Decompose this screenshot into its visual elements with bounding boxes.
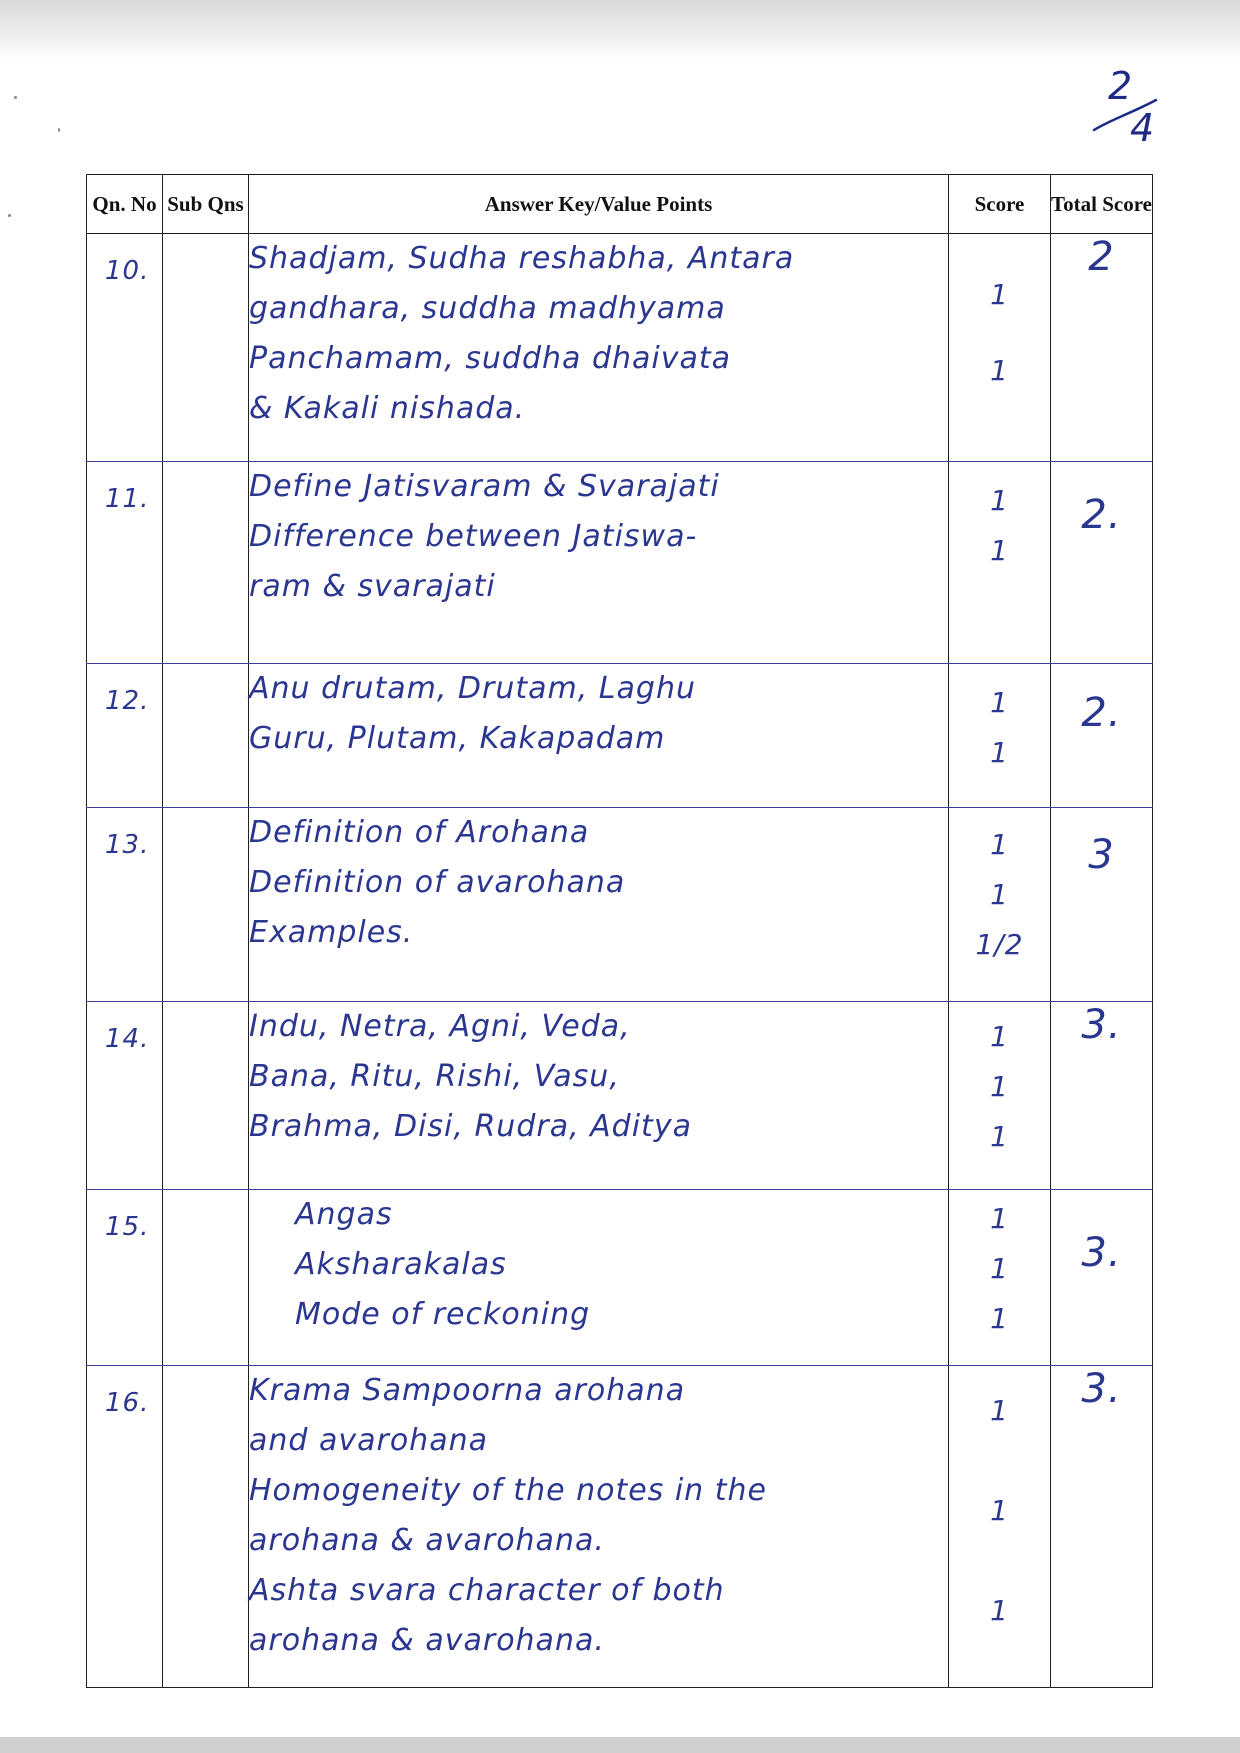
table-row (87, 1190, 1153, 1366)
score-mark: 1 (990, 1252, 1009, 1285)
sub-question-cell (163, 1190, 249, 1366)
answer-cell (249, 234, 949, 462)
answer-line: Brahma, Disi, Rudra, Aditya (249, 1109, 692, 1144)
score-mark: 1 (990, 1020, 1009, 1053)
score-mark: 1 (990, 278, 1009, 311)
page-number-denominator: 4 (1130, 106, 1155, 150)
answer-line: Ashta svara character of both (249, 1573, 725, 1608)
table-row (87, 664, 1153, 808)
score-mark: 1 (990, 828, 1009, 861)
total-score: 3. (1081, 1230, 1122, 1276)
answer-line: Guru, Plutam, Kakapadam (249, 721, 666, 756)
question-number: 10. (105, 256, 150, 286)
answer-line: Bana, Ritu, Rishi, Vasu, (249, 1059, 620, 1094)
total-score-cell (1051, 1366, 1153, 1688)
question-number-cell (87, 664, 163, 808)
table-row (87, 462, 1153, 664)
answer-cell (249, 1190, 949, 1366)
score-mark: 1 (990, 1120, 1009, 1153)
scan-speck (8, 214, 11, 217)
total-score-cell (1051, 1190, 1153, 1366)
total-score-cell (1051, 664, 1153, 808)
question-number: 13. (105, 830, 150, 860)
answer-cell (249, 1002, 949, 1190)
answer-line: Shadjam, Sudha reshabha, Antara (249, 241, 795, 276)
score-mark: 1 (990, 1394, 1009, 1427)
question-number: 11. (105, 484, 150, 514)
question-number-cell (87, 808, 163, 1002)
question-number-cell (87, 1366, 163, 1688)
total-score-cell (1051, 462, 1153, 664)
answer-line: arohana & avarohana. (249, 1523, 605, 1558)
total-score-cell (1051, 808, 1153, 1002)
total-score: 3. (1081, 1002, 1122, 1048)
question-number-cell (87, 462, 163, 664)
page-number-numerator: 2 (1108, 64, 1133, 108)
total-score: 2. (1081, 690, 1122, 736)
scan-shadow-top (0, 0, 1240, 60)
answer-line: Aksharakalas (295, 1247, 507, 1282)
question-number-cell (87, 234, 163, 462)
question-number-cell (87, 1190, 163, 1366)
score-mark: 1 (990, 1202, 1009, 1235)
answer-cell (249, 462, 949, 664)
score-mark: 1 (990, 686, 1009, 719)
sub-question-cell (163, 234, 249, 462)
table-row (87, 234, 1153, 462)
total-score-cell (1051, 234, 1153, 462)
total-score-cell (1051, 1002, 1153, 1190)
table-row (87, 1366, 1153, 1688)
sub-question-cell (163, 1002, 249, 1190)
answer-line: Define Jatisvaram & Svarajati (249, 469, 720, 504)
score-mark: 1 (990, 1494, 1009, 1527)
question-number: 15. (105, 1212, 150, 1242)
sub-question-cell (163, 1366, 249, 1688)
answer-cell (249, 808, 949, 1002)
scan-speck (14, 96, 17, 99)
table-row (87, 1002, 1153, 1190)
answer-line: Panchamam, suddha dhaivata (249, 341, 732, 376)
answer-line: ram & svarajati (249, 569, 496, 604)
answer-line: Definition of avarohana (249, 865, 626, 900)
answer-line: Definition of Arohana (249, 815, 590, 850)
score-mark: 1 (990, 1302, 1009, 1335)
total-score: 3 (1088, 832, 1115, 878)
answer-key-table (86, 174, 1153, 1688)
answer-line: Examples. (249, 915, 414, 950)
header-answer-key: Answer Key/Value Points (249, 175, 949, 234)
scan-speck (58, 128, 60, 132)
score-cell (949, 664, 1051, 808)
answer-line: Anu drutam, Drutam, Laghu (249, 671, 696, 706)
answer-line: Angas (295, 1197, 393, 1232)
score-cell (949, 234, 1051, 462)
sub-question-cell (163, 664, 249, 808)
sub-question-cell (163, 808, 249, 1002)
table-row (87, 808, 1153, 1002)
score-mark: 1 (990, 1594, 1009, 1627)
header-score: Score (949, 175, 1051, 234)
question-number-cell (87, 1002, 163, 1190)
answer-line: Difference between Jatiswa- (249, 519, 698, 554)
score-mark: 1 (990, 484, 1009, 517)
answer-line: Indu, Netra, Agni, Veda, (249, 1009, 631, 1044)
score-mark: 1 (990, 1070, 1009, 1103)
score-mark: 1 (990, 354, 1009, 387)
score-cell (949, 1002, 1051, 1190)
header-sub-qns: Sub Qns (163, 175, 249, 234)
answer-line: and avarohana (249, 1423, 488, 1458)
answer-line: & Kakali nishada. (249, 391, 526, 426)
sub-question-cell (163, 462, 249, 664)
score-cell (949, 1190, 1051, 1366)
scan-shadow-bottom (0, 1737, 1240, 1753)
score-cell (949, 462, 1051, 664)
question-number: 14. (105, 1024, 150, 1054)
table-header-row (87, 175, 1153, 234)
question-number: 16. (105, 1388, 150, 1418)
answer-line: gandhara, suddha madhyama (249, 291, 726, 326)
header-qn-no: Qn. No (87, 175, 163, 234)
answer-line: Mode of reckoning (295, 1297, 591, 1332)
question-number: 12. (105, 686, 150, 716)
answer-line: Krama Sampoorna arohana (249, 1373, 686, 1408)
score-mark: 1 (990, 878, 1009, 911)
header-total-score: Total Score (1051, 175, 1153, 234)
answer-cell (249, 1366, 949, 1688)
answer-line: Homogeneity of the notes in the (249, 1473, 767, 1508)
answer-line: arohana & avarohana. (249, 1623, 605, 1658)
score-cell (949, 1366, 1051, 1688)
total-score: 3. (1081, 1366, 1122, 1412)
total-score: 2 (1088, 234, 1115, 280)
total-score: 2. (1081, 492, 1122, 538)
score-mark: 1 (990, 736, 1009, 769)
score-mark: 1 (990, 534, 1009, 567)
score-mark: 1/2 (975, 928, 1024, 961)
answer-cell (249, 664, 949, 808)
score-cell (949, 808, 1051, 1002)
